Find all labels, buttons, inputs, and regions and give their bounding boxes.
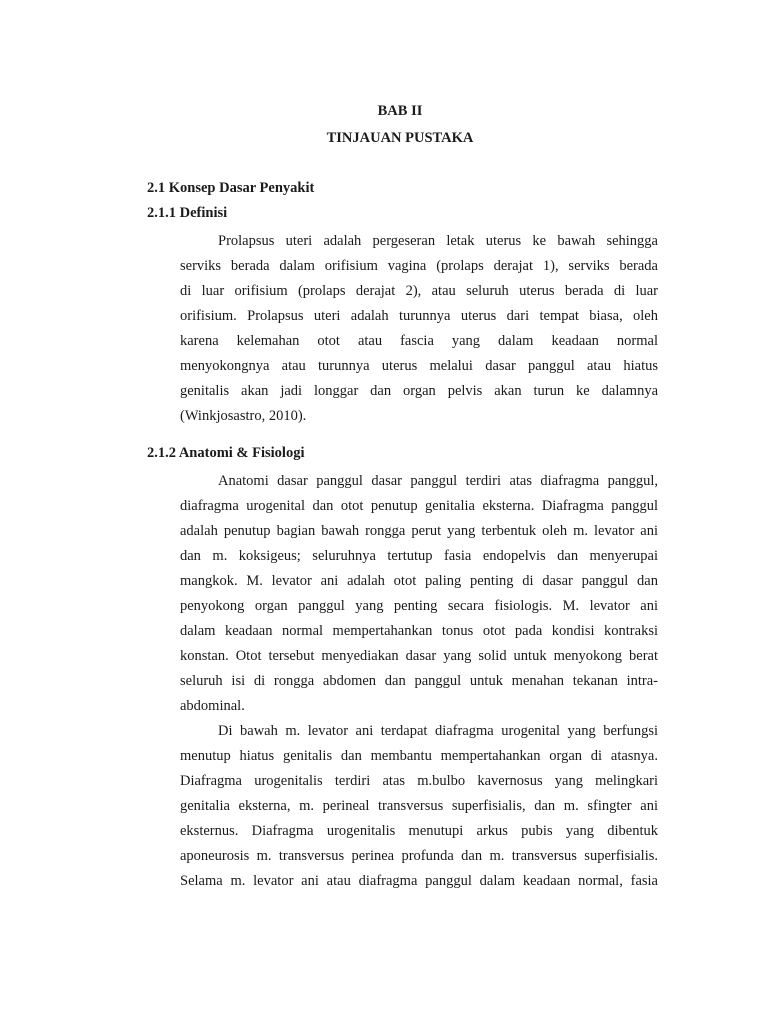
paragraph-line: seluruh isi di rongga abdomen dan panggul untuk menahan tekanan intra- bbox=[180, 673, 658, 689]
paragraph-line: diafragma urogenital dan otot penutup genitalia eksterna. Diafragma panggul bbox=[180, 498, 658, 514]
paragraph-line: orifisium. Prolapsus uteri adalah turunnya uterus dari tempat biasa, oleh bbox=[180, 308, 658, 324]
paragraph-line: genitalia eksterna, m. perineal transversus superfisialis, dan m. sfingter ani bbox=[180, 798, 658, 814]
section-heading-anatomi: 2.1.2 Anatomi & Fisiologi bbox=[147, 445, 305, 461]
paragraph-line: eksternus. Diafragma urogenitalis menutupi arkus pubis yang dibentuk bbox=[180, 823, 658, 839]
paragraph-line: mangkok. M. levator ani adalah otot paling penting di dasar panggul dan bbox=[180, 573, 658, 589]
paragraph-line: menyokongnya atau turunnya uterus melalui dasar panggul atau hiatus bbox=[180, 358, 658, 374]
paragraph-line: Prolapsus uteri adalah pergeseran letak uterus ke bawah sehingga bbox=[218, 233, 658, 249]
paragraph-line: di luar orifisium (prolaps derajat 2), atau seluruh uterus berada di luar bbox=[180, 283, 658, 299]
paragraph-line: dan m. koksigeus; seluruhnya tertutup fasia endopelvis dan menyerupai bbox=[180, 548, 658, 564]
paragraph-line: dalam keadaan normal mempertahankan tonus otot pada kondisi kontraksi bbox=[180, 623, 658, 639]
paragraph-line: konstan. Otot tersebut menyediakan dasar yang solid untuk menyokong berat bbox=[180, 648, 658, 664]
paragraph-line: Selama m. levator ani atau diafragma panggul dalam keadaan normal, fasia bbox=[180, 873, 658, 889]
paragraph-line: serviks berada dalam orifisium vagina (prolaps derajat 1), serviks berada bbox=[180, 258, 658, 274]
paragraph-line: (Winkjosastro, 2010). bbox=[180, 408, 307, 424]
paragraph-line: Anatomi dasar panggul dasar panggul terdiri atas diafragma panggul, bbox=[218, 473, 658, 489]
paragraph-line: Di bawah m. levator ani terdapat diafragma urogenital yang berfungsi bbox=[218, 723, 658, 739]
section-heading-definisi: 2.1.1 Definisi bbox=[147, 205, 228, 221]
section-heading-konsep: 2.1 Konsep Dasar Penyakit bbox=[147, 180, 315, 196]
paragraph-line: genitalis akan jadi longgar dan organ pelvis akan turun ke dalamnya bbox=[180, 383, 658, 399]
paragraph-line: adalah penutup bagian bawah rongga perut yang terbentuk oleh m. levator ani bbox=[180, 523, 658, 539]
paragraph-line: abdominal. bbox=[180, 698, 245, 714]
chapter-title: TINJAUAN PUSTAKA bbox=[326, 130, 474, 146]
paragraph-line: aponeurosis m. transversus perinea profunda dan m. transversus superfisialis. bbox=[180, 848, 658, 864]
paragraph-line: karena kelemahan otot atau fascia yang dalam keadaan normal bbox=[180, 333, 658, 349]
paragraph-line: menutup hiatus genitalis dan membantu mempertahankan organ di atasnya. bbox=[180, 748, 658, 764]
paragraph-line: Diafragma urogenitalis terdiri atas m.bulbo kavernosus yang melingkari bbox=[180, 773, 658, 789]
chapter-number: BAB II bbox=[377, 103, 423, 119]
paragraph-line: penyokong organ panggul yang penting secara fisiologis. M. levator ani bbox=[180, 598, 658, 614]
